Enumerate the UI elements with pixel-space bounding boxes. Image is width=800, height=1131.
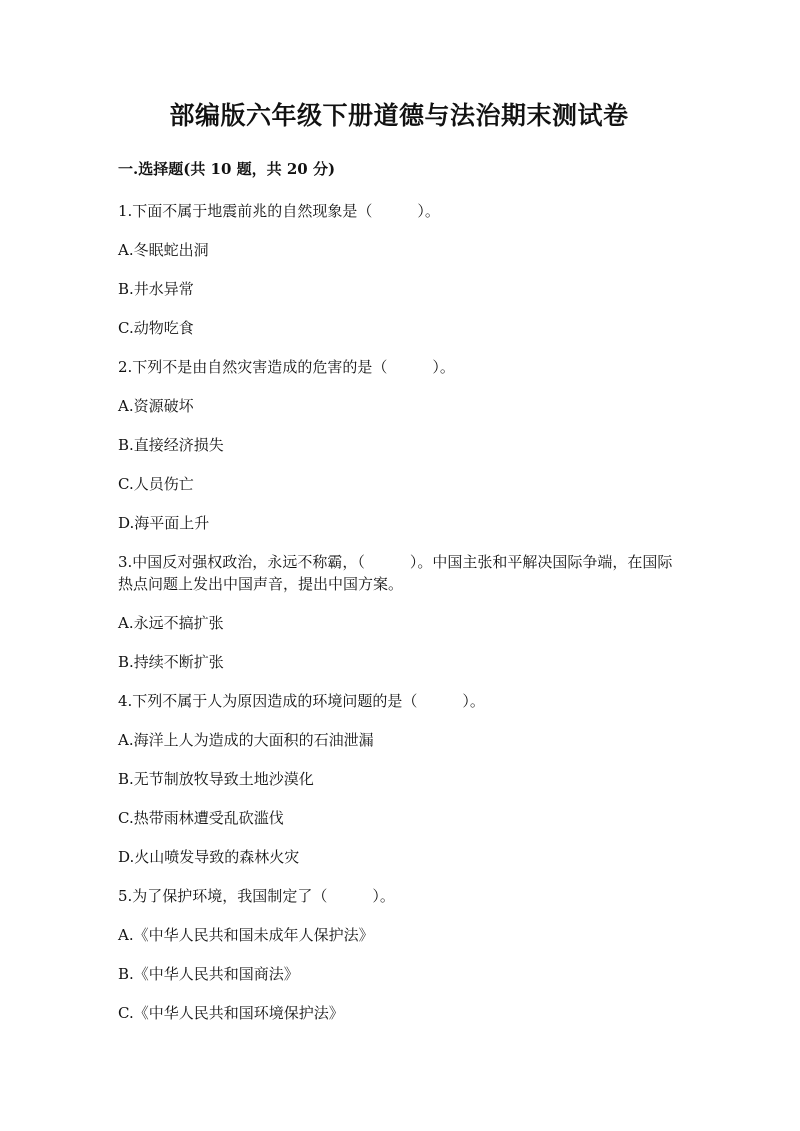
option-c: C.动物吃食 — [118, 319, 194, 337]
option-d: D.火山喷发导致的森林火灾 — [118, 848, 300, 866]
section-heading: 一.选择题(共 10 题，共 20 分) — [118, 160, 336, 178]
question-stem: 3.中国反对强权政治，永远不称霸，（ ）。中国主张和平解决国际争端，在国际热点问题上发出中国声音，提出中国方案。 — [118, 553, 673, 593]
question-stem: 2.下列不是由自然灾害造成的危害的是（ ）。 — [118, 358, 455, 376]
question-stem: 4.下列不属于人为原因造成的环境问题的是（ ）。 — [118, 692, 485, 710]
option-d: D.海平面上升 — [118, 514, 210, 532]
option-a: A.《中华人民共和国未成年人保护法》 — [118, 926, 374, 944]
question-5 — [118, 885, 680, 1024]
option-c: C.热带雨林遭受乱砍滥伐 — [118, 809, 284, 827]
option-a: A.冬眠蛇出洞 — [118, 241, 209, 259]
option-b: B.持续不断扩张 — [118, 653, 224, 671]
question-stem: 1.下面不属于地震前兆的自然现象是（ ）。 — [118, 202, 440, 220]
option-b: B.无节制放牧导致土地沙漠化 — [118, 770, 314, 788]
option-c: C.人员伤亡 — [118, 475, 194, 493]
page-title: 部编版六年级下册道德与法治期末测试卷 — [169, 101, 629, 130]
option-a: A.资源破坏 — [118, 397, 194, 415]
question-stem: 5.为了保护环境，我国制定了（ ）。 — [118, 887, 395, 905]
option-b: B.《中华人民共和国商法》 — [118, 965, 299, 983]
question-1 — [118, 200, 680, 339]
option-b: B.井水异常 — [118, 280, 194, 298]
option-b: B.直接经济损失 — [118, 436, 224, 454]
option-a: A.海洋上人为造成的大面积的石油泄漏 — [118, 731, 374, 749]
question-2 — [118, 356, 680, 534]
option-c: C.《中华人民共和国环境保护法》 — [118, 1004, 344, 1022]
question-4 — [118, 690, 680, 868]
option-a: A.永远不搞扩张 — [118, 614, 224, 632]
question-3 — [118, 551, 680, 673]
